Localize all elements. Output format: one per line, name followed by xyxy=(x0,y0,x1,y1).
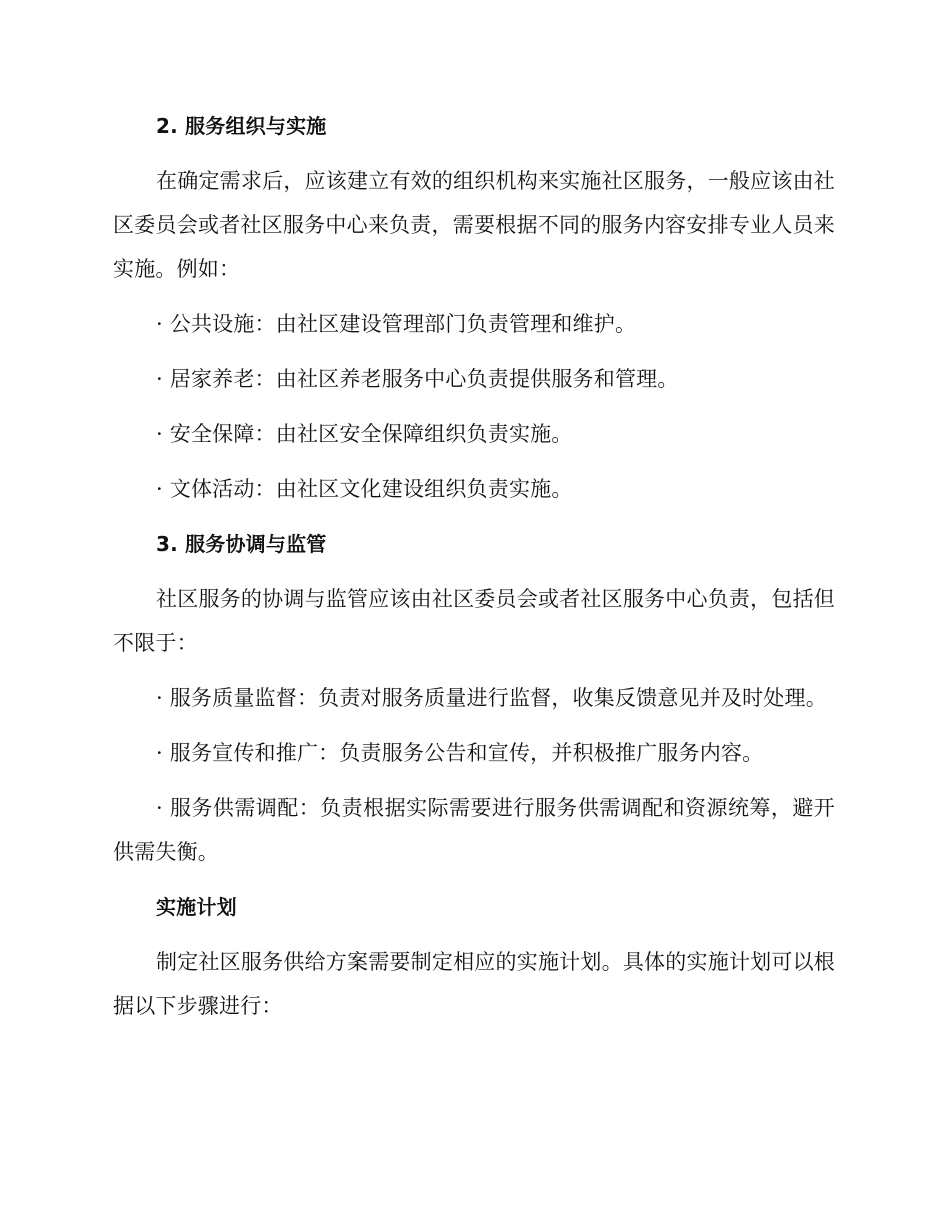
document-body xyxy=(113,104,835,1039)
bullet-home-elderly-care: · 居家养老：由社区养老服务中心负责提供服务和管理。 xyxy=(156,367,679,391)
section-heading-implementation-plan: 实施计划 xyxy=(156,895,237,919)
bullet-publicity: · 服务宣传和推广：负责服务公告和宣传，并积极推广服务内容。 xyxy=(156,741,764,765)
bullet-quality-supervision: · 服务质量监督：负责对服务质量进行监督，收集反馈意见并及时处理。 xyxy=(156,686,827,710)
bullet-culture-sports: · 文体活动：由社区文化建设组织负责实施。 xyxy=(156,477,573,501)
paragraph-implementation-plan: 制定社区服务供给方案需要制定相应的实施计划。具体的实施计划可以根据以下步骤进行： xyxy=(113,950,835,1018)
bullet-safety: · 安全保障：由社区安全保障组织负责实施。 xyxy=(156,422,573,446)
paragraph-coordination: 社区服务的协调与监管应该由社区委员会或者社区服务中心负责，包括但不限于： xyxy=(113,587,835,655)
paragraph-service-organization: 在确定需求后，应该建立有效的组织机构来实施社区服务，一般应该由社区委员会或者社区服务中心来负责，需要根据不同的服务内容安排专业人员来实施。例如： xyxy=(113,169,835,281)
bullet-supply-demand: · 服务供需调配：负责根据实际需要进行服务供需调配和资源统筹，避开供需失衡。 xyxy=(113,796,835,864)
bullet-public-facilities: · 公共设施：由社区建设管理部门负责管理和维护。 xyxy=(156,312,637,336)
section-heading-service-organization: 2. 服务组织与实施 xyxy=(156,114,327,138)
section-heading-coordination: 3. 服务协调与监管 xyxy=(156,532,327,556)
